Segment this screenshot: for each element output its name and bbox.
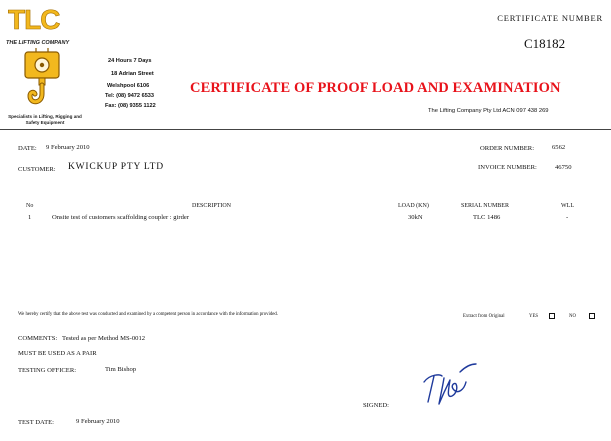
col-header-wll: WLL xyxy=(561,203,574,209)
header-divider xyxy=(0,129,611,130)
col-header-serial: SERIAL NUMBER xyxy=(461,203,509,209)
col-header-no: No xyxy=(26,203,34,209)
test-date-value: 9 February 2010 xyxy=(76,418,120,425)
signature-image xyxy=(410,362,480,410)
logo-tagline: Specialists in Lifting, Rigging and Safety Equipment xyxy=(8,114,82,125)
contact-street: 18 Adrian Street xyxy=(111,71,154,77)
order-number-value: 6562 xyxy=(552,144,566,151)
extract-yes-label: YES xyxy=(529,314,539,319)
extract-yes-checkbox[interactable] xyxy=(549,313,555,319)
comments-text: Tested as per Method MS-0012 xyxy=(62,335,146,342)
logo-company-name: THE LIFTING COMPANY xyxy=(6,40,70,46)
customer-label: CUSTOMER: xyxy=(18,166,56,173)
certificate-number: C18182 xyxy=(524,36,566,51)
date-label: DATE: xyxy=(18,145,37,152)
order-number-label: ORDER NUMBER: xyxy=(480,145,535,152)
extract-no-checkbox[interactable] xyxy=(589,313,595,319)
logo-brand-text: TLC xyxy=(8,4,60,35)
date-value: 9 February 2010 xyxy=(46,144,90,151)
row-1-no: 1 xyxy=(28,214,32,221)
testing-officer-label: TESTING OFFICER: xyxy=(18,367,77,374)
comments-label: COMMENTS: xyxy=(18,335,58,342)
invoice-number-value: 46750 xyxy=(555,164,572,171)
testing-officer-name: Tim Bishop xyxy=(105,366,137,373)
contact-hours: 24 Hours 7 Days xyxy=(108,58,152,64)
extract-label: Extract from Original xyxy=(463,314,505,319)
col-header-description: DESCRIPTION xyxy=(192,203,232,209)
contact-fax: Fax: (08) 9355 1122 xyxy=(105,103,156,109)
comments-note: MUST BE USED AS A PAIR xyxy=(18,350,97,357)
contact-tel: Tel: (08) 9472 6533 xyxy=(105,93,155,99)
certificate-number-label: CERTIFICATE NUMBER xyxy=(497,13,603,23)
row-1-wll: - xyxy=(566,214,569,221)
extract-no-label: NO xyxy=(569,314,576,319)
contact-suburb: Welshpool 6106 xyxy=(107,83,150,89)
customer-value: KWICKUP PTY LTD xyxy=(68,162,164,172)
signed-label: SIGNED: xyxy=(363,402,390,409)
invoice-number-label: INVOICE NUMBER: xyxy=(478,164,537,171)
row-1-load: 30kN xyxy=(408,214,423,221)
test-date-label: TEST DATE: xyxy=(18,419,54,426)
row-1-description: Onsite test of customers scaffolding coupler : girder xyxy=(52,214,190,221)
company-acn-line: The Lifting Company Pty Ltd ACN 097 438 269 xyxy=(428,108,549,114)
certificate-title: CERTIFICATE OF PROOF LOAD AND EXAMINATION xyxy=(190,80,561,96)
certify-statement: We hereby certify that the above test was conducted and examined by a competent person in accordance with the information provided. xyxy=(18,312,279,317)
row-1-serial: TLC 1486 xyxy=(473,214,501,221)
col-header-load: LOAD (KN) xyxy=(398,203,429,209)
